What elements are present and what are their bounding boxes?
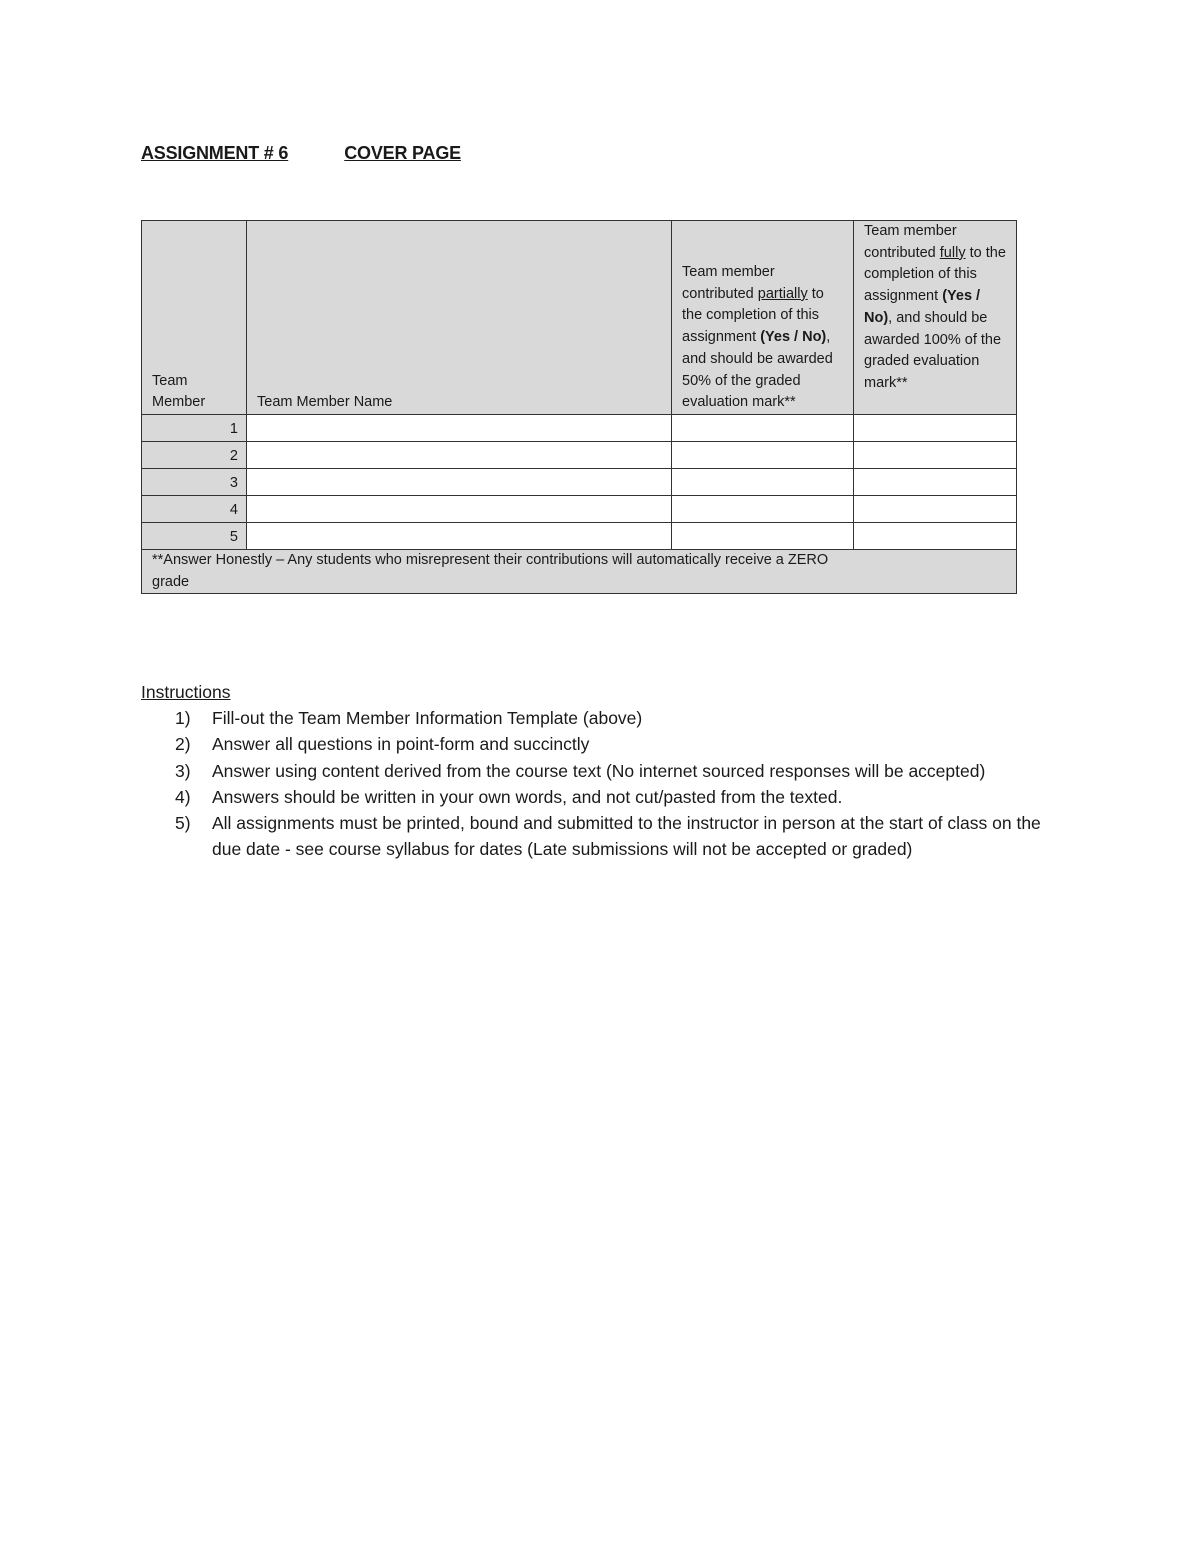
instructions-heading: Instructions <box>141 682 231 702</box>
header-partial-contribution: Team member contributed partially to the completion of this assignment (Yes / No), and should be awarded 50% of the graded evaluation mark** <box>672 221 854 415</box>
list-item <box>141 784 1071 810</box>
partial-cell[interactable] <box>672 469 854 496</box>
full-cell[interactable] <box>854 442 1017 469</box>
list-item <box>141 758 1071 784</box>
list-item-text: All assignments must be printed, bound and submitted to the instructor in person at the start of class on the due date - see course syllabus for dates (Late submissions will not be accepted or graded) <box>212 813 1041 860</box>
partial-cell[interactable] <box>672 415 854 442</box>
full-cell[interactable] <box>854 415 1017 442</box>
page-title <box>141 143 461 164</box>
table-row <box>142 415 1017 442</box>
table-row <box>142 496 1017 523</box>
list-item-text: Answer using content derived from the course text (No internet sourced responses will be accepted) <box>212 760 986 781</box>
table-footnote-row <box>142 550 1017 594</box>
list-marker: 2) <box>175 734 191 755</box>
name-cell[interactable] <box>247 442 672 469</box>
table-row <box>142 523 1017 550</box>
assignment-number: ASSIGNMENT # 6 <box>141 143 289 163</box>
row-number: 5 <box>142 523 247 550</box>
cover-page-label: COVER PAGE <box>344 143 461 163</box>
full-cell[interactable] <box>854 469 1017 496</box>
list-item <box>141 810 1071 862</box>
row-number: 2 <box>142 442 247 469</box>
name-cell[interactable] <box>247 523 672 550</box>
full-cell[interactable] <box>854 496 1017 523</box>
partial-cell[interactable] <box>672 442 854 469</box>
table-header-row <box>142 221 1017 415</box>
partial-cell[interactable] <box>672 523 854 550</box>
list-marker: 4) <box>175 786 191 807</box>
header-team-member: Team Member <box>142 221 247 415</box>
team-member-table <box>141 220 1017 594</box>
row-number: 3 <box>142 469 247 496</box>
row-number: 1 <box>142 415 247 442</box>
table-row <box>142 442 1017 469</box>
list-item-text: Answer all questions in point-form and succinctly <box>212 734 590 755</box>
name-cell[interactable] <box>247 496 672 523</box>
full-cell[interactable] <box>854 523 1017 550</box>
list-item-text: Fill-out the Team Member Information Template (above) <box>212 708 643 729</box>
header-full-contribution: Team member contributed fully to the completion of this assignment (Yes / No), and should be awarded 100% of the graded evaluation mark** <box>854 221 1017 415</box>
list-marker: 1) <box>175 708 191 729</box>
list-marker: 5) <box>175 813 191 834</box>
instructions-list <box>141 705 1071 862</box>
list-item-text: Answers should be written in your own words, and not cut/pasted from the texted. <box>212 786 843 807</box>
instructions-section <box>141 679 1071 862</box>
honesty-footnote: **Answer Honestly – Any students who misrepresent their contributions will automatically receive a ZERO grade <box>152 552 829 590</box>
partial-cell[interactable] <box>672 496 854 523</box>
name-cell[interactable] <box>247 469 672 496</box>
table-row <box>142 469 1017 496</box>
name-cell[interactable] <box>247 415 672 442</box>
list-item <box>141 731 1071 757</box>
header-team-member-name: Team Member Name <box>247 221 672 415</box>
list-marker: 3) <box>175 760 191 781</box>
list-item <box>141 705 1071 731</box>
footnote-cell <box>142 550 1017 594</box>
row-number: 4 <box>142 496 247 523</box>
